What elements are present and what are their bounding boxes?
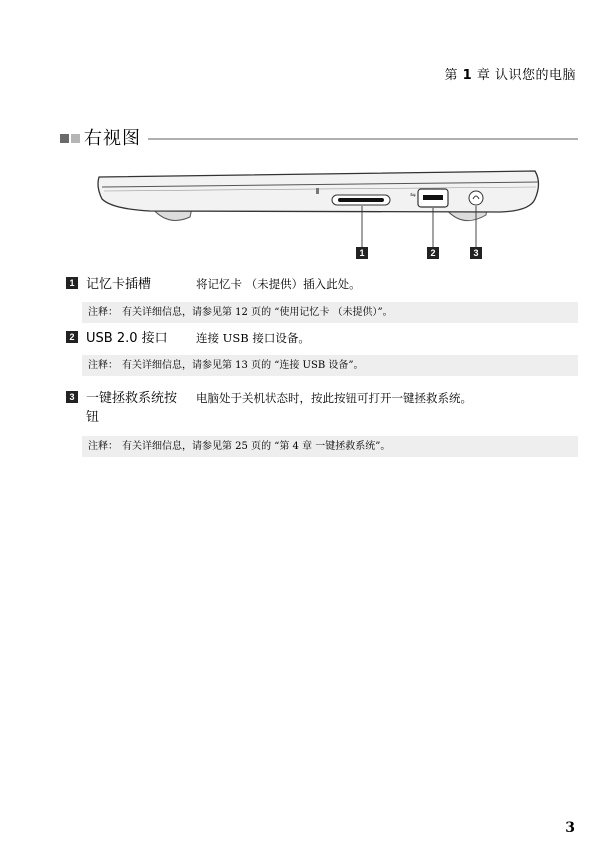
item-name: 一键拯救系统按钮 bbox=[86, 391, 178, 425]
heading-bullet-light bbox=[71, 134, 80, 143]
note-usb-port bbox=[82, 355, 578, 376]
item-usb-port bbox=[66, 329, 578, 351]
callout-3: 3 bbox=[470, 247, 482, 259]
item-number-badge: 2 bbox=[66, 331, 78, 343]
section-rule bbox=[148, 138, 578, 140]
note-label: 注释： bbox=[88, 360, 118, 371]
item-recovery-button bbox=[66, 389, 578, 429]
note-label: 注释： bbox=[88, 441, 118, 452]
chapter-title: 章 认识您的电脑 bbox=[476, 68, 576, 83]
item-number-badge: 3 bbox=[66, 391, 78, 403]
heading-bullet-dark bbox=[60, 134, 69, 143]
item-memory-card-slot bbox=[66, 275, 578, 297]
item-description: 将记忆卡 （未提供）插入此处。 bbox=[196, 277, 361, 291]
page-number: 3 bbox=[565, 820, 575, 836]
note-text: 有关详细信息，请参见第 13 页的 “连接 USB 设备”。 bbox=[122, 360, 364, 371]
chapter-header bbox=[445, 64, 576, 83]
callout-1: 1 bbox=[356, 247, 368, 259]
note-memory-card bbox=[82, 302, 578, 323]
svg-text:⇋: ⇋ bbox=[410, 191, 416, 199]
laptop-right-side-figure bbox=[90, 165, 550, 265]
chapter-prefix: 第 bbox=[444, 68, 459, 83]
note-recovery-button bbox=[82, 436, 578, 457]
callout-2: 2 bbox=[427, 247, 439, 259]
note-text: 有关详细信息，请参见第 25 页的 “第 4 章 一键拯救系统”。 bbox=[122, 441, 391, 452]
note-label: 注释： bbox=[88, 307, 118, 318]
item-name: USB 2.0 接口 bbox=[86, 331, 168, 346]
section-title: 右视图 bbox=[84, 128, 141, 149]
recovery-button-icon bbox=[469, 191, 483, 205]
section-heading bbox=[60, 124, 578, 152]
item-number-badge: 1 bbox=[66, 277, 78, 289]
item-name: 记忆卡插槽 bbox=[86, 277, 152, 292]
item-description: 连接 USB 接口设备。 bbox=[196, 331, 310, 345]
item-description: 电脑处于关机状态时，按此按钮可打开一键拯救系统。 bbox=[196, 391, 472, 405]
note-text: 有关详细信息，请参见第 12 页的 “使用记忆卡 （未提供）”。 bbox=[122, 307, 393, 318]
chapter-number: 1 bbox=[462, 68, 473, 83]
